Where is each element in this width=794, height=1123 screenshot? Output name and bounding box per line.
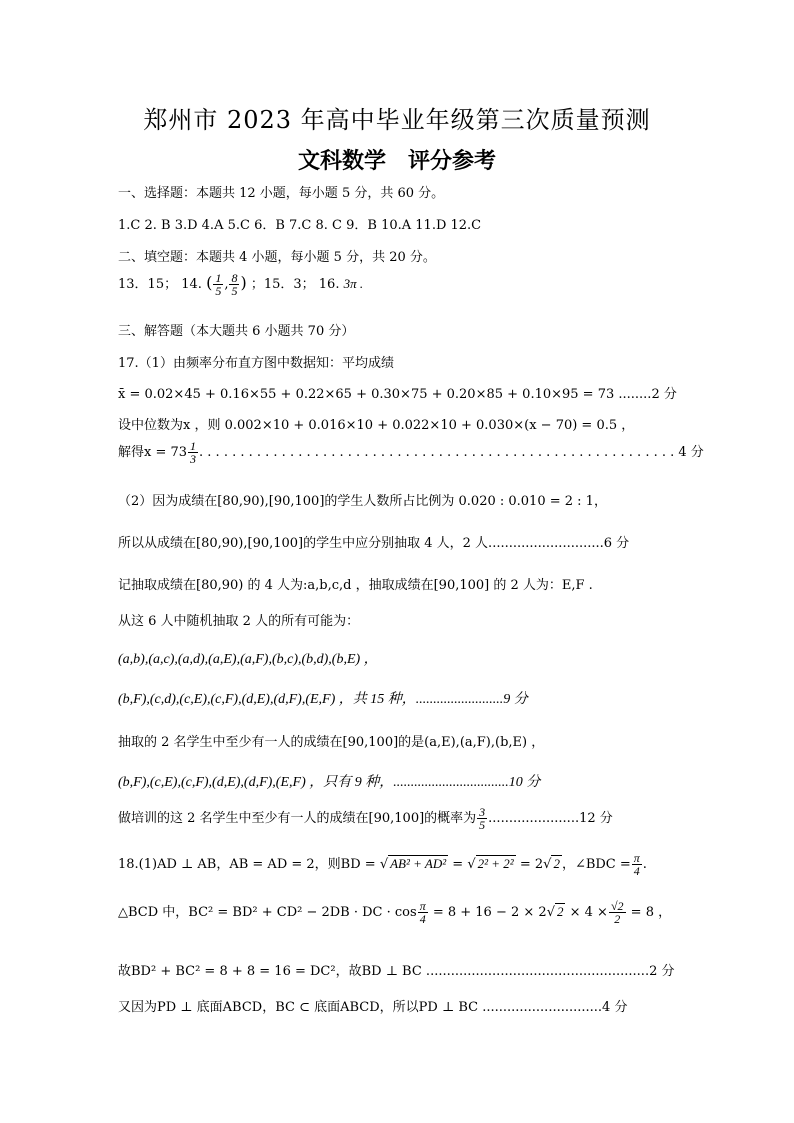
- section2-heading: 二、填空题：本题共 4 小题，每小题 5 分，共 20 分。: [118, 250, 436, 265]
- section3-heading: 三、解答题（本大题共 6 小题共 70 分）: [118, 324, 355, 339]
- q17-mean-formula: x̄ = 0.02×45 + 0.16×55 + 0.22×65 + 0.30×75 + 0.20×85 + 0.10×95 = 73 ........2 分: [118, 387, 677, 402]
- q17-median-equation: 设中位数为x ，则 0.002×10 + 0.016×10 + 0.022×10 + 0.030×(x − 70) = 0.5 ，: [118, 418, 635, 433]
- fill-answers: 13．15； 14. ( $\frac{1}{5}$ , $\frac{8}{5}$ ) ；15．3； 16. 3π .: [118, 271, 364, 298]
- section1-heading: 一、选择题：本题共 12 小题，每小题 5 分，共 60 分。: [118, 186, 445, 201]
- page-title: 郑州市 2023 年高中毕业年级第三次质量预测: [143, 106, 651, 134]
- page-subtitle: 文科数学 评分参考: [297, 149, 496, 174]
- q17-favorable-list: (b,F),(c,E),(c,F),(d,E),(d,F),(E,F) ，只有 9 种，.................................10 分: [118, 775, 541, 790]
- q17-enum-2: (b,F),(c,d),(c,E),(c,F),(d,E),(d,F),(E,F) ，共 15 种，.........................9 分: [118, 692, 528, 707]
- q17-enum-intro: 从这 6 人中随机抽取 2 人的所有可能为：: [118, 614, 360, 629]
- q18-line-1: 18.(1)AD ⊥ AB，AB = AD = 2，则BD = √ AB² + AD² = √ 2² + 2² = 2√ 2 ，∠BDC = $\frac{\pi}{4}$ .: [118, 851, 647, 878]
- q18-perpendicular: 故BD² + BC² = 8 + 8 = 16 = DC²，故BD ⊥ BC ......................................................2 分: [118, 964, 675, 979]
- q18-law-of-cosines: △BCD 中，BC² = BD² + CD² − 2DB · DC · cos $\frac{\pi}{4}$ = 8 + 16 − 2 × 2√ 2 × 4 × $\frac{√2}{2}$ = 8 ，: [118, 899, 672, 926]
- q17-sampling: 所以从成绩在[80,90),[90,100]的学生中应分别抽取 4 人，2 人............................6 分: [118, 536, 630, 551]
- q17-labels: 记抽取成绩在[80,90) 的 4 人为:a,b,c,d ，抽取成绩在[90,100] 的 2 人为：E,F .: [118, 578, 593, 593]
- q17-line-1: 17.（1）由频率分布直方图中数据知：平均成绩: [118, 356, 394, 371]
- q18-angle-fraction: $\frac{\pi}{4}$: [633, 851, 640, 878]
- q17-probability: 做培训的这 2 名学生中至少有一人的成绩在[90,100]的概率为 $\frac{3}{5}$ ......................12 分: [118, 805, 613, 832]
- choice-answers: 1.C 2. B 3.D 4.A 5.C 6．B 7.C 8. C 9．B 10.A 11.D 12.C: [118, 218, 482, 233]
- q17-favorable-intro: 抽取的 2 名学生中至少有一人的成绩在[90,100]的是(a,E),(a,F),(b,E) ，: [118, 735, 545, 750]
- q17-enum-1: (a,b),(a,c),(a,d),(a,E),(a,F),(b,c),(b,d),(b,E) ，: [118, 652, 378, 667]
- q18-pd-perp-bc: 又因为PD ⊥ 底面ABCD，BC ⊂ 底面ABCD，所以PD ⊥ BC .............................4 分: [118, 1000, 628, 1015]
- q18-cos-fraction: $\frac{\pi}{4}$: [419, 899, 426, 926]
- q17-median-result: 解得x = 73 $\frac{1}{3}$ . . . . . . . . . . . . . . . . . . . . . . . . . . . . . . . . . . . . . . . . . . . . . . . . . . . . . . . . . . 4 分: [118, 439, 704, 466]
- q17-ratio: （2）因为成绩在[80,90),[90,100]的学生人数所占比例为 0.020 : 0.010 = 2 : 1，: [118, 494, 607, 509]
- answer-15-16: ；15．3； 16.: [250, 277, 340, 292]
- answer-14-fraction-1: $\frac{1}{5}$: [215, 271, 222, 298]
- q17-median-fraction: $\frac{1}{3}$: [190, 439, 197, 466]
- answer-16: 3π .: [343, 276, 364, 291]
- answer-14-fraction-2: $\frac{8}{5}$: [231, 271, 238, 298]
- q18-root-fraction: $\frac{√2}{2}$: [610, 899, 624, 926]
- q17-probability-fraction: $\frac{3}{5}$: [479, 805, 486, 832]
- answer-14-label: 14.: [181, 277, 202, 292]
- answer-13: 13．15；: [118, 277, 178, 292]
